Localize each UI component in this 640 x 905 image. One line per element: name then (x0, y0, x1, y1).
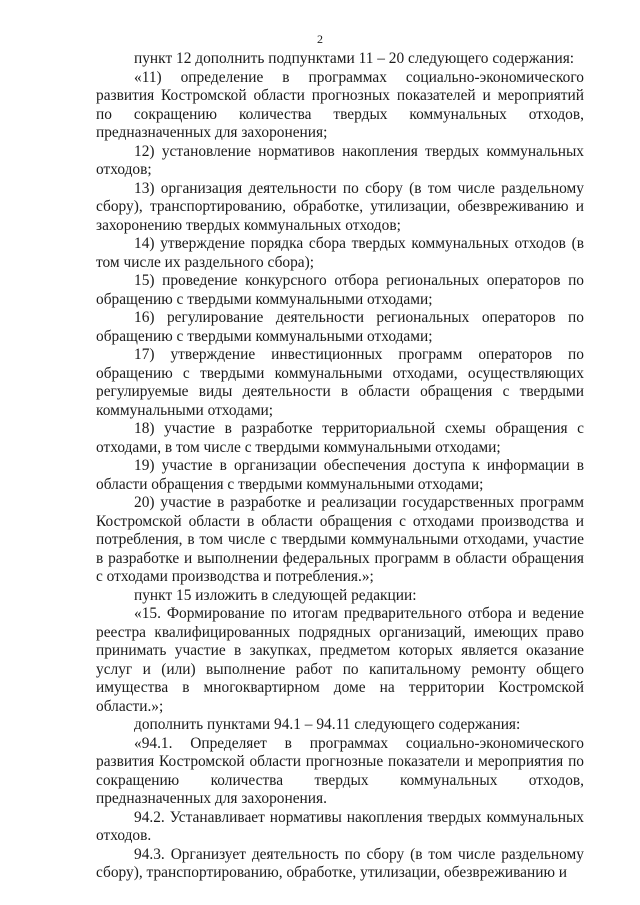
paragraph: 13) организация деятельности по сбору (в том числе раздельному сбору), транспортированию, обработке, утилизации, обезвреживанию и захоронению твердых коммунальных отходов; (96, 179, 584, 234)
document-body (96, 50, 584, 883)
paragraph: 19) участие в организации обеспечения доступа к информации в области обращения с твердыми коммунальными отходами; (96, 457, 584, 493)
paragraph: 14) утверждение порядка сбора твердых коммунальных отходов (в том числе их раздельного сбора); (96, 235, 584, 271)
paragraph: 17) утверждение инвестиционных программ операторов по обращению с твердыми коммунальными отходами, осуществляющих регулируемые виды деятельности в области обращения с твердыми коммунальными отходами; (96, 346, 584, 419)
paragraph: 18) участие в разработке территориальной схемы обращения с отходами, в том числе с твердыми коммунальными отходами; (96, 420, 584, 456)
paragraph: «15. Формирование по итогам предварительного отбора и ведение реестра квалифицированных подрядных организаций, имеющих право принимать участие в закупках, предметом которых является оказание услуг и (или) выполнение работ по капитальному ремонту общего имущества в многоквартирном доме на территории Костромской области.»; (96, 605, 584, 715)
paragraph: дополнить пунктами 94.1 – 94.11 следующего содержания: (134, 716, 521, 733)
paragraph: 15) проведение конкурсного отбора региональных операторов по обращению с твердыми коммунальными отходами; (96, 272, 584, 308)
page-number: 2 (317, 32, 323, 46)
paragraph: «94.1. Определяет в программах социально-экономического развития Костромской области прогнозные показатели и мероприятия по сокращению количества твердых коммунальных отходов, предназначенных для захоронения. (96, 734, 584, 807)
paragraph: 94.3. Организует деятельность по сбору (в том числе раздельному сбору), транспортированию, обработке, утилизации, обезвреживанию и (96, 845, 584, 881)
paragraph: 12) установление нормативов накопления твердых коммунальных отходов; (96, 142, 584, 178)
paragraph: 20) участие в разработке и реализации государственных программ Костромской области в области обращения с отходами производства и потребления, в том числе с твердыми коммунальными отходами, участие в разработке и выполнении федеральных программ в области обращения с отходами производства и потребления.»; (96, 494, 584, 585)
paragraph: 16) регулирование деятельности региональных операторов по обращению с твердыми коммунальными отходами; (96, 309, 584, 345)
paragraph: «11) определение в программах социально-экономического развития Костромской области прогнозных показателей и мероприятий по сокращению количества твердых коммунальных отходов, предназначенных для захоронения; (96, 68, 584, 141)
paragraph: пункт 15 изложить в следующей редакции: (134, 586, 417, 604)
paragraph: 94.2. Устанавливает нормативы накопления твердых коммунальных отходов. (96, 808, 584, 844)
paragraph: пункт 12 дополнить подпунктами 11 – 20 следующего содержания: (134, 50, 575, 67)
